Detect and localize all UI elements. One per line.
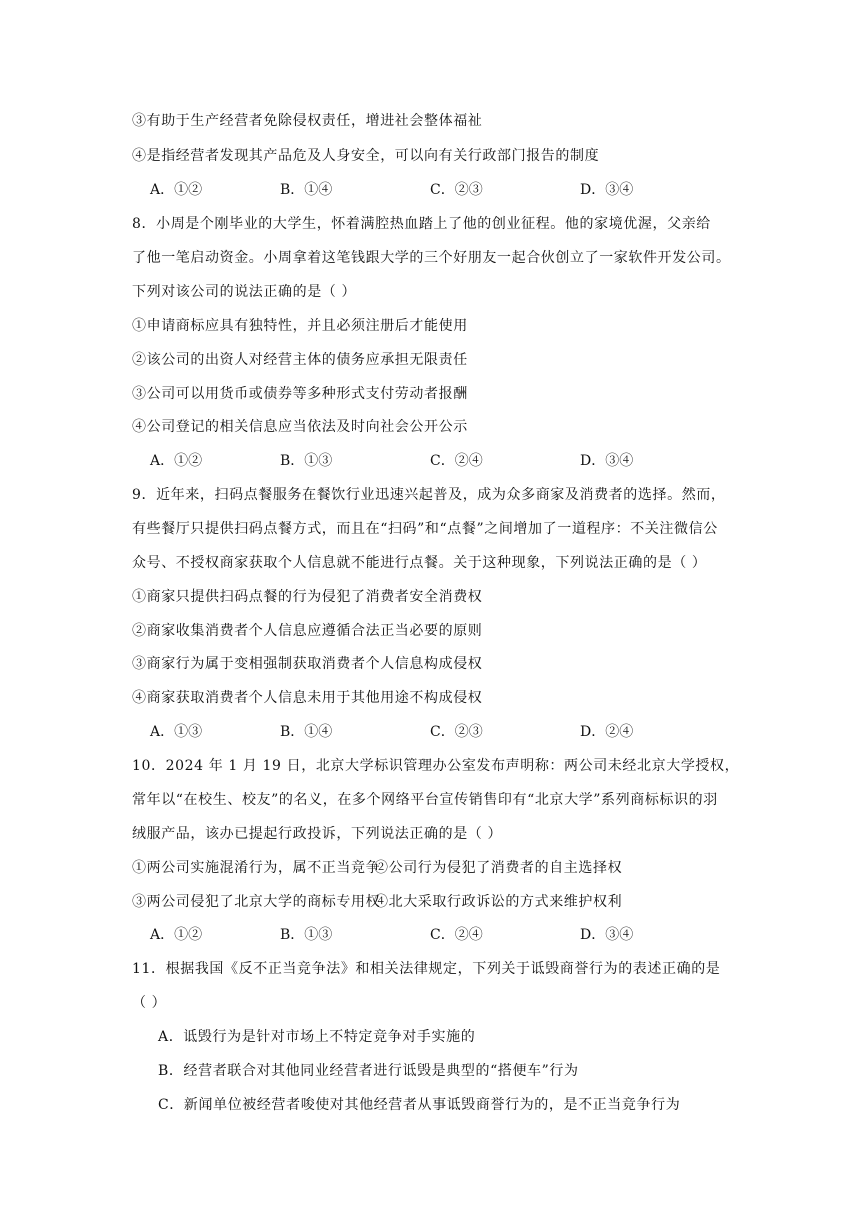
q10-stem-line-3: 绒服产品，该办已提起行政投诉，下列说法正确的是（ ） (132, 826, 503, 842)
q8-statement-4: ④公司登记的相关信息应当依法及时向社会公开公示 (132, 419, 468, 435)
q8-stem-line-2: 了他一笔启动资金。小周拿着这笔钱跟大学的三个好朋友一起合伙创立了一家软件开发公司。 (132, 250, 731, 266)
q7-option-a: A．①② (150, 182, 203, 198)
q10-option-a: A．①② (150, 927, 203, 943)
q11-stem-line-2: （ ） (132, 995, 167, 1011)
q7-option-c: C．②③ (430, 182, 483, 198)
q10-stem-line-2: 常年以“在校生、校友”的名义，在多个网络平台宣传销售印有“北京大学”系列商标标识的羽 (132, 792, 718, 808)
q8-option-b: B．①③ (280, 453, 333, 469)
q10-option-c: C．②④ (430, 927, 483, 943)
q8-statement-3: ③公司可以用货币或债券等多种形式支付劳动者报酬 (132, 386, 468, 402)
q7-statement-3: ③有助于生产经营者免除侵权责任，增进社会整体福祉 (132, 113, 483, 129)
q11-choice-a: A．诋毁行为是针对市场上不特定竞争对手实施的 (158, 1029, 476, 1045)
q11-choice-c: C．新闻单位被经营者唆使对其他经营者从事诋毁商誉行为的，是不正当竞争行为 (158, 1097, 681, 1113)
q10-stem-line-1: 10．2024 年 1 月 19 日，北京大学标识管理办公室发布声明称：两公司未经北京大学授权， (132, 758, 740, 774)
q9-statement-3: ③商家行为属于变相强制获取消费者个人信息构成侵权 (132, 656, 483, 672)
q7-statement-4: ④是指经营者发现其产品危及人身安全，可以向有关行政部门报告的制度 (132, 148, 600, 164)
q7-options (150, 179, 750, 201)
q9-statement-4: ④商家获取消费者个人信息未用于其他用途不构成侵权 (132, 690, 483, 706)
q9-stem-line-3: 众号、不授权商家获取个人信息就不能进行点餐。关于这种现象，下列说法正确的是（ ） (132, 555, 707, 571)
q8-option-a: A．①② (150, 453, 203, 469)
q9-options (150, 721, 750, 743)
q9-statement-1: ①商家只提供扫码点餐的行为侵犯了消费者安全消费权 (132, 589, 483, 605)
q9-stem-line-1: 9．近年来，扫码点餐服务在餐饮行业迅速兴起普及，成为众多商家及消费者的选择。然而， (132, 487, 726, 503)
q9-option-c: C．②③ (430, 724, 483, 740)
q8-option-c: C．②④ (430, 453, 483, 469)
q10-statement-2: ②公司行为侵犯了消费者的自主选择权 (374, 860, 623, 876)
q9-stem-line-2: 有些餐厅只提供扫码点餐方式，而且在“扫码”和“点餐”之间增加了一道程序：不关注微信公 (132, 521, 718, 537)
q11-stem-line-1: 11．根据我国《反不正当竞争法》和相关法律规定，下列关于诋毁商誉行为的表述正确的是 (132, 961, 721, 977)
q10-option-b: B．①③ (280, 927, 333, 943)
q9-option-d: D．②④ (580, 724, 634, 740)
q9-option-a: A．①③ (150, 724, 203, 740)
q10-options (150, 924, 750, 946)
q10-option-d: D．③④ (580, 927, 634, 943)
q11-choice-b: B．经营者联合对其他同业经营者进行诋毁是典型的“搭便车”行为 (158, 1063, 579, 1079)
q8-stem-line-3: 下列对该公司的说法正确的是（ ） (132, 284, 357, 300)
q10-statements-row-2 (132, 891, 623, 911)
q10-statement-4: ④北大采取行政诉讼的方式来维护权利 (374, 894, 623, 910)
q8-option-d: D．③④ (580, 453, 634, 469)
q8-stem-line-1: 8．小周是个刚毕业的大学生，怀着满腔热血踏上了他的创业征程。他的家境优渥，父亲给 (132, 216, 711, 232)
q10-statement-1: ①两公司实施混淆行为，属不正当竞争 (132, 860, 381, 876)
q8-statement-1: ①申请商标应具有独特性，并且必须注册后才能使用 (132, 318, 468, 334)
q9-statement-2: ②商家收集消费者个人信息应遵循合法正当必要的原则 (132, 623, 483, 639)
q10-statements-row-1 (132, 857, 623, 877)
q9-option-b: B．①④ (280, 724, 333, 740)
q8-options (150, 450, 750, 472)
q7-option-d: D．③④ (580, 182, 634, 198)
q7-option-b: B．①④ (280, 182, 333, 198)
q8-statement-2: ②该公司的出资人对经营主体的债务应承担无限责任 (132, 352, 468, 368)
q10-statement-3: ③两公司侵犯了北京大学的商标专用权 (132, 894, 381, 910)
